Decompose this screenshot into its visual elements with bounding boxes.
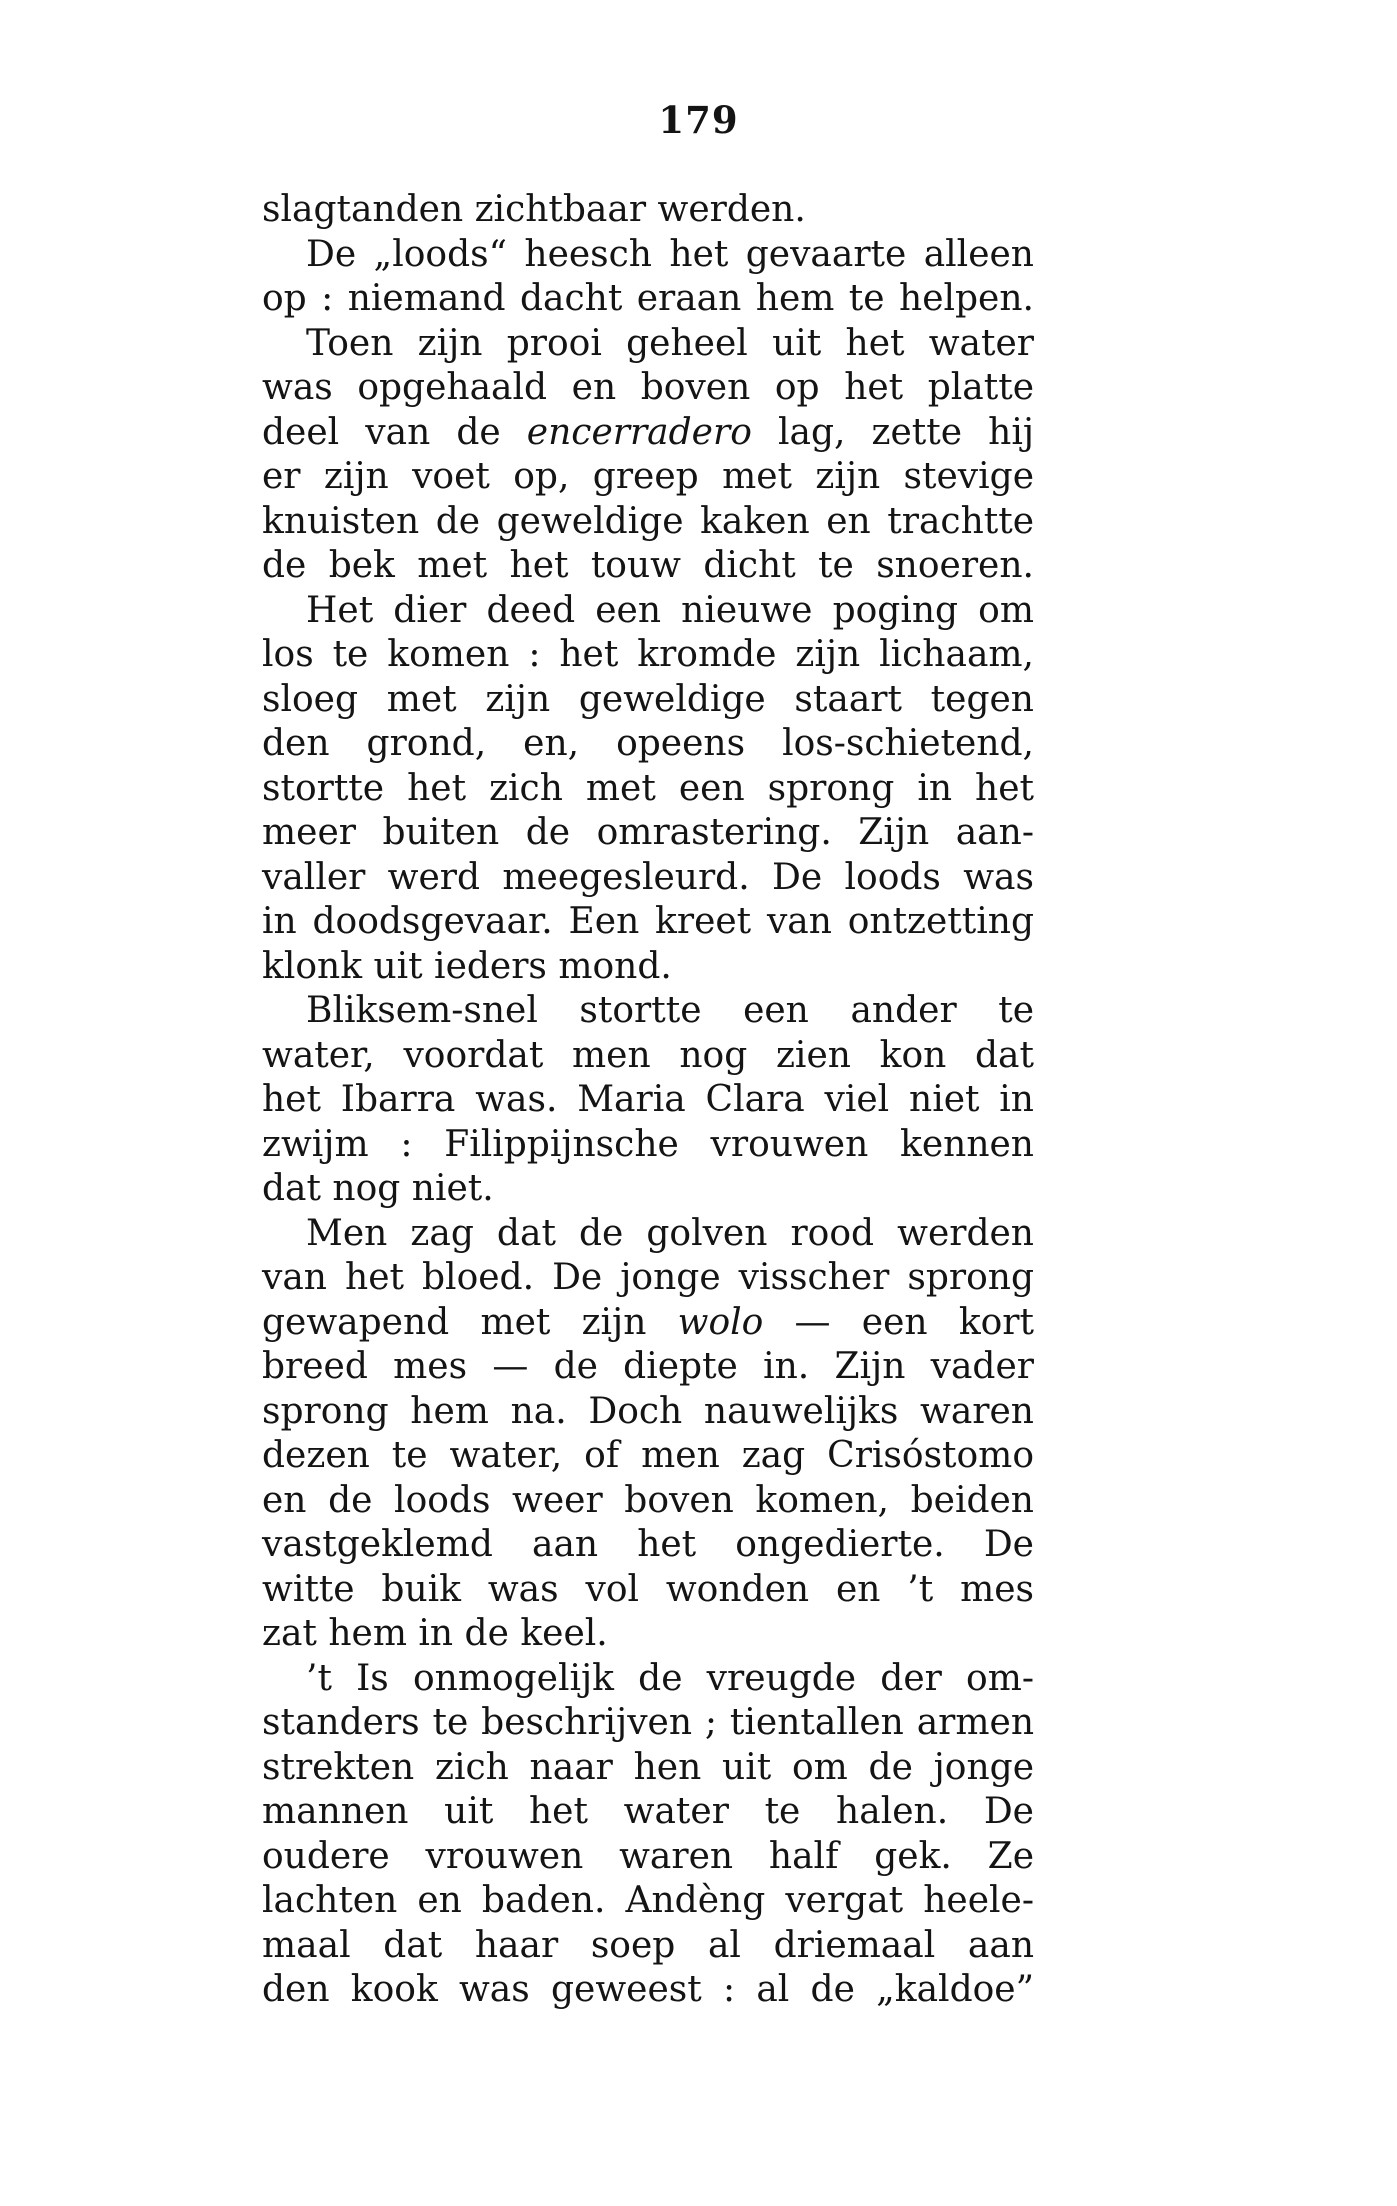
text-line: Toen zijn prooi geheel uit het water <box>306 322 1034 364</box>
text-line: Het dier deed een nieuwe poging om <box>306 589 1034 631</box>
text-line: maal dat haar soep al driemaal aan <box>262 1924 1034 1966</box>
text-line: was opgehaald en boven op het platte <box>262 367 1034 408</box>
text-line: Men zag dat de golven rood werden <box>306 1212 1034 1254</box>
text-line-segment: — een kort <box>763 1301 1034 1343</box>
text-line: De „loods“ heesch het gevaarte alleen <box>306 233 1034 275</box>
text-line: en de loods weer boven komen, beiden <box>262 1479 1034 1521</box>
text-line: standers te beschrijven ; tientallen armen <box>262 1702 1034 1743</box>
text-line: witte buik was vol wonden en ’t mes <box>262 1568 1034 1610</box>
text-line: lachten en baden. Andèng vergat heele- <box>262 1880 1034 1921</box>
text-line: van het bloed. De jonge visscher sprong <box>262 1257 1034 1298</box>
text-line: in doodsgevaar. Een kreet van ontzetting <box>262 901 1034 942</box>
text-line: de bek met het touw dicht te snoeren. <box>262 545 1034 586</box>
text-line: Bliksem-snel stortte een ander te <box>306 990 1034 1031</box>
text-line: water, voordat men nog zien kon dat <box>262 1034 1034 1076</box>
text-line: er zijn voet op, greep met zijn stevige <box>262 456 1034 497</box>
text-line: sprong hem na. Doch nauwelijks waren <box>262 1390 1034 1432</box>
text-line: den kook was geweest : al de „kaldoe” <box>262 1969 1034 2010</box>
italic-term: wolo <box>677 1301 764 1343</box>
text-line-segment: lag, zette hij <box>751 411 1034 453</box>
page-number: 179 <box>658 98 739 142</box>
text-line: zwijm : Filippijnsche vrouwen kennen <box>262 1123 1034 1165</box>
text-line: meer buiten de omrastering. Zijn aan- <box>262 812 1034 853</box>
text-line-segment: deel van de <box>262 411 527 453</box>
text-line: knuisten de geweldige kaken en trachtte <box>262 500 1034 542</box>
text-line: op : niemand dacht eraan hem te helpen. <box>262 278 1034 319</box>
text-line: strekten zich naar hen uit om de jonge <box>262 1746 1034 1788</box>
text-line: valler werd meegesleurd. De loods was <box>262 856 1034 898</box>
text-line-segment: gewapend met zijn <box>262 1301 678 1343</box>
text-line: klonk uit ieders mond. <box>262 945 672 987</box>
text-line: vastgeklemd aan het ongedierte. De <box>262 1524 1034 1565</box>
text-line <box>262 1301 1034 1346</box>
body-text <box>262 188 1034 2013</box>
text-line: zat hem in de keel. <box>262 1613 608 1654</box>
italic-term: encerradero <box>526 411 752 453</box>
text-line: dat nog niet. <box>262 1168 494 1209</box>
text-line: oudere vrouwen waren half gek. Ze <box>262 1835 1034 1877</box>
text-line: mannen uit het water te halen. De <box>262 1791 1034 1832</box>
text-line: dezen te water, of men zag Crisóstomo <box>262 1435 1034 1476</box>
text-line: het Ibarra was. Maria Clara viel niet in <box>262 1079 1034 1120</box>
text-line: breed mes — de diepte in. Zijn vader <box>262 1346 1034 1387</box>
text-line: den grond, en, opeens los-schietend, <box>262 723 1034 764</box>
text-line <box>262 411 1034 456</box>
text-line: stortte het zich met een sprong in het <box>262 767 1034 809</box>
text-line: los te komen : het kromde zijn lichaam, <box>262 634 1034 675</box>
text-line: sloeg met zijn geweldige staart tegen <box>262 678 1034 720</box>
text-line: slagtanden zichtbaar werden. <box>262 189 806 230</box>
text-line: ’t Is onmogelijk de vreugde der om- <box>306 1657 1034 1699</box>
